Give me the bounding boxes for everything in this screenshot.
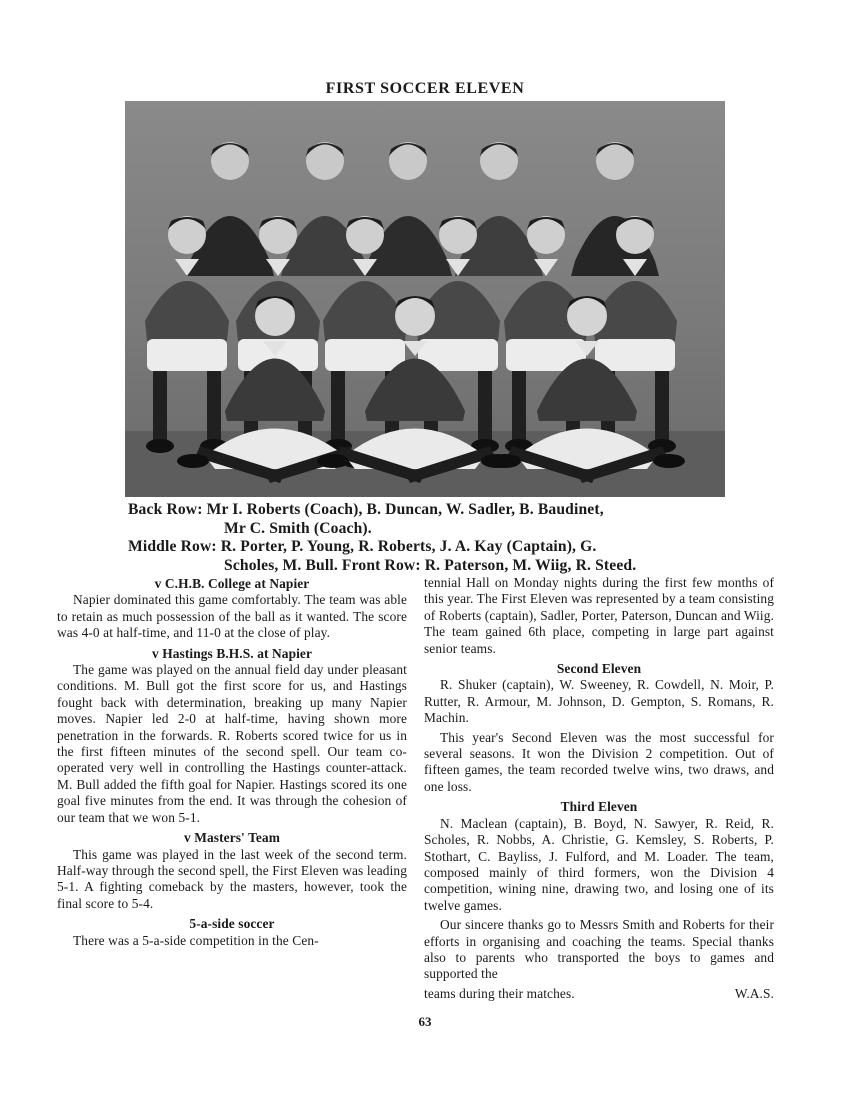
caption-front-row: Scholes, M. Bull. Front Row: R. Paterson, M. Wiig, R. Steed. bbox=[224, 556, 637, 574]
signature: W.A.S. bbox=[734, 985, 774, 1001]
caption-back-row-cont: Mr C. Smith (Coach). bbox=[224, 519, 372, 537]
third-eleven-roster: N. Maclean (captain), B. Boyd, N. Sawyer, R. Reid, R. Scholes, R. Nobbs, A. Christie, G. Kemsley, S. Roberts, P. Stothart, C. Bayliss, J. Fulford, and M. Loader. The team, composed mainly of third formers, won the Division 4 competition, wining nine, drawing two, and losing one of its twelve games. bbox=[424, 815, 774, 913]
photo-caption bbox=[128, 501, 718, 575]
section-heading-five-a-side: 5-a-side soccer bbox=[189, 916, 275, 932]
section-text-masters: This game was played in the last week of the second term. Half-way through the second spell, the First Eleven was leading 5-1. A fighting comeback by the masters, however, took the final score to 5-4. bbox=[57, 846, 407, 911]
closing-line bbox=[424, 986, 774, 1002]
section-text-five-a-side: There was a 5-a-side competition in the Cen- bbox=[73, 932, 319, 948]
page-title: FIRST SOCCER ELEVEN bbox=[325, 80, 525, 97]
closing-text: teams during their matches. bbox=[424, 985, 575, 1001]
team-photo-image bbox=[125, 101, 725, 497]
thanks-paragraph: Our sincere thanks go to Messrs Smith and Roberts for their efforts in organising and coaching the teams. Special thanks also to parents who transported the boys to games and supported the bbox=[424, 917, 774, 982]
page-number: 63 bbox=[418, 1014, 432, 1029]
caption-back-row: Back Row: Mr I. Roberts (Coach), B. Duncan, W. Sadler, B. Baudinet, bbox=[128, 501, 604, 518]
second-eleven-roster: R. Shuker (captain), W. Sweeney, R. Cowdell, N. Moir, P. Rutter, R. Armour, M. Johnson, D. Gempton, S. Romans, R. Machin. bbox=[424, 677, 774, 726]
section-text-hastings: The game was played on the annual field day under pleasant conditions. M. Bull got the first score for us, and Hastings fought back with determination, breaking up many Napier moves. Napier led 2-0 at half-time, having shown more penetration in the forwards. R. Roberts scored twice for us in the first fifteen minutes of the second spell. Our team co-operated very well in controlling the Hastings counter-attack. M. Bull added the fifth goal for Napier. Hastings scored its one goal five minutes from the end. It was through the cohesion of our team that we won 5-1. bbox=[57, 662, 407, 825]
team-photo bbox=[125, 101, 725, 497]
section-heading-third-eleven: Third Eleven bbox=[560, 799, 638, 815]
left-column bbox=[57, 575, 407, 952]
caption-middle-row: Middle Row: R. Porter, P. Young, R. Roberts, J. A. Kay (Captain), G. bbox=[128, 538, 597, 556]
second-eleven-report: This year's Second Eleven was the most successful for several seasons. It won the Division 2 competition. Out of fifteen games, the team recorded twelve wins, two draws, and one loss. bbox=[424, 729, 774, 794]
right-column bbox=[424, 575, 774, 1002]
section-heading-masters: v Masters' Team bbox=[184, 830, 280, 846]
section-heading-hastings: v Hastings B.H.S. at Napier bbox=[151, 645, 313, 661]
section-heading-chb-college: v C.H.B. College at Napier bbox=[154, 576, 310, 591]
section-text-chb-college: Napier dominated this game comfortably. The team was able to retain as much possession of the ball as it wanted. The score was 4-0 at half-time, and 11-0 at the close of play. bbox=[57, 592, 407, 641]
section-heading-second-eleven: Second Eleven bbox=[556, 661, 642, 677]
five-a-side-continuation: tennial Hall on Monday nights during the first few months of this year. The First Eleven was represented by a team consisting of Roberts (captain), Sadler, Porter, Paterson, Duncan and Wiig. The team gained 6th place, competing in large part against senior teams. bbox=[424, 575, 774, 656]
